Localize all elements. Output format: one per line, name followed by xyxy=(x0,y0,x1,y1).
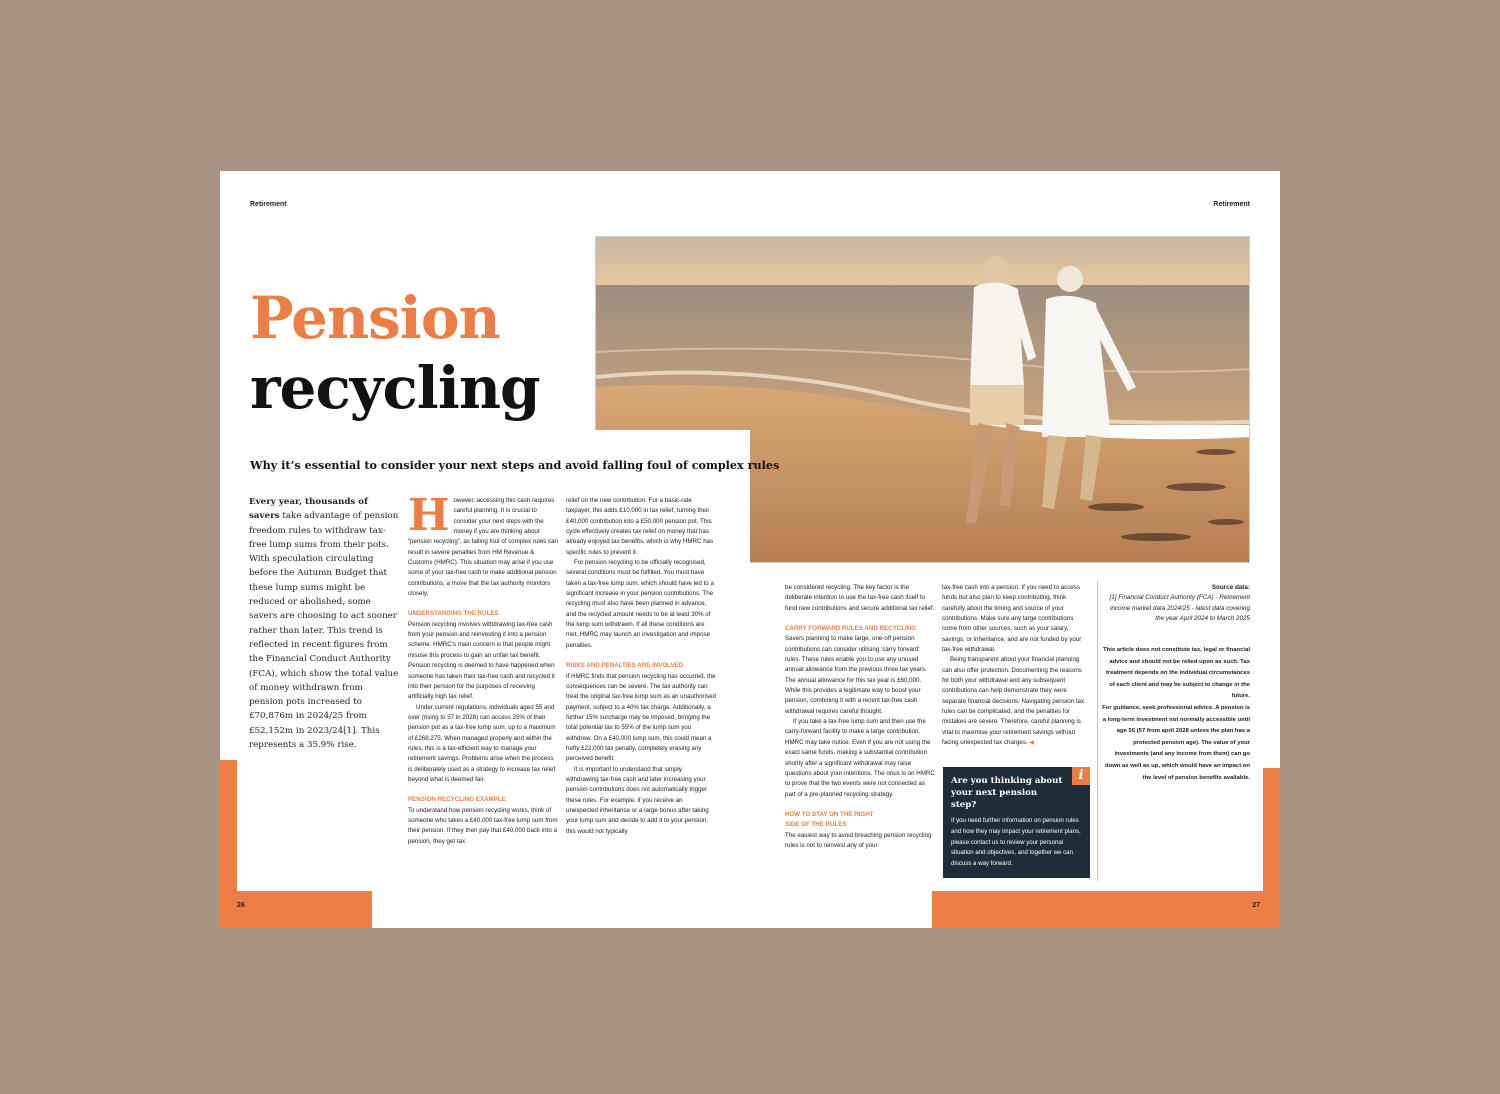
body-column-1 xyxy=(408,490,558,847)
body-paragraph: It is important to understand that simply withdrawing tax-free cash and later increasing your pension contributions does not automatically trigger these rules. For example, if you receive an unexpected inheritance or a large bonus after taking your lump sum and decide to add it to your pension, this would not typically xyxy=(566,765,709,835)
info-box-body: If you need further information on pension rules and how they may impact your retirement plans, please contact us to review your personal situation and objectives, and together we can discuss a way forward. xyxy=(951,817,1081,868)
running-head-right: Retirement xyxy=(1213,201,1250,208)
body-paragraph: relief on the new contribution. For a basic-rate taxpayer, this adds £10,000 in tax relief, turning their £40,000 contribution into a £50,000 pension pot. This cycle effectively creates tax relief on money that has already enjoyed tax benefits, which is why HMRC has specific rules to prevent it. xyxy=(566,497,714,556)
article-standfirst: Why it’s essential to consider your next steps and avoid falling foul of complex rules xyxy=(250,458,780,472)
subheading: UNDERSTANDING THE RULES xyxy=(408,610,499,618)
disclaimer-paragraph-2: For guidance, seek professional advice. A pension is a long-term investment not normally accessible until age 55 (57 from april 2028 unless the plan has a protected pension age). The value of your investments (and any income from them) can go down as well as up, which would have an impact on the level of pension benefits available. xyxy=(1102,704,1250,781)
body-paragraph: tax-free cash into a pension. If you need to access funds but also plan to keep contributing, think carefully about the timing and source of your contributions. Make sure any large contributions come from other sources, such as your salary, savings, or inheritance, and are not funded by your tax-free withdrawal. xyxy=(942,584,1082,654)
body-paragraph: Pension recycling involves withdrawing tax-free cash from your pension and reinvesting it into a pension scheme. HMRC’s main concern is that people might misuse this process to gain an unfair tax benefit. Pension recycling is deemed to have happened when someone has taken their tax-free cash and recycled it into their pension for the purposes of receiving artificially high tax relief. xyxy=(408,620,555,701)
disclaimer xyxy=(1100,645,1250,784)
body-column-3 xyxy=(785,583,935,851)
intro-text: take advantage of pension freedom rules to withdraw tax-free lump sums from their pots. With speculation circulating before the Autumn Budget that these lump sums might be reduced or abolished, some savers are choosing to act sooner rather than later. This trend is reflected in recent figures from the Financial Conduct Authority (FCA), which show the total value of money withdrawn from pension pots increased to £70,876m in 2024/25 from £52,152m in 2023/24[1]. This represents a 35.9% rise. xyxy=(249,511,399,751)
subheading: CARRY FORWARD RULES AND RECYCLING xyxy=(785,625,916,633)
source-note xyxy=(1100,583,1250,625)
subheading xyxy=(785,810,935,831)
disclaimer-paragraph-1: This article does not constitute tax, legal or financial advice and should not be relied upon as such. Tax treatment depends on the individual circumstances of each client and may be subject to change in the future. xyxy=(1103,647,1250,700)
subheading-line-2: SIDE OF THE RULES xyxy=(785,821,847,829)
orange-accent-footer-left xyxy=(220,891,372,928)
drop-cap: H xyxy=(408,490,450,541)
page-number-right: 27 xyxy=(1252,902,1260,909)
body-column-4 xyxy=(942,583,1090,749)
body-paragraph: Under current regulations, individuals aged 55 and over (rising to 57 in 2028) can access 25% of their pension pot as a tax-free lump sum, up to a maximum of £268,275. When managed properly and within the rules, this is a tax-efficient way to manage your retirement savings. Problems arise when the process is deliberately used as a strategy to increase tax relief beyond what is deemed fair. xyxy=(408,703,556,783)
body-paragraph xyxy=(942,655,1090,748)
body-paragraph: If you take a tax-free lump sum and then use the carry-forward facility to make a large contribution, HMRC may take notice. Even if you are not using the exact same funds, making a substantial contribution shortly after a significant withdrawal may raise questions about your intentions. The onus is on HMRC to prove that the two events were not connected as part of a pre-planned recycling strategy. xyxy=(785,718,935,798)
subheading: RISKS AND PENALTIES ARE INVOLVED xyxy=(566,662,684,670)
info-icon: i xyxy=(1072,767,1090,785)
source-body: [1] Financial Conduct Authority (FCA) - Retirement income market data 2024/25 - latest data covering the year April 2024 to March 2025 xyxy=(1109,594,1250,623)
article-title-line-2: recycling xyxy=(250,354,540,422)
running-head-left: Retirement xyxy=(250,201,287,208)
subheading: PENSION RECYCLING EXAMPLE xyxy=(408,796,506,804)
body-paragraph: owever, accessing this cash requires careful planning. It is crucial to consider your next steps with the money if you are thinking about “pension recycling”, as falling foul of complex rules can result in severe penalties from HM Revenue & Customs (HMRC). This situation may arise if you use some of your tax-free cash to make additional pension contributions, a move that the tax authority monitors closely. xyxy=(408,497,558,598)
subheading-line-1: HOW TO STAY ON THE RIGHT xyxy=(785,810,874,818)
body-paragraph: To understand how pension recycling works, think of someone who takes a £40,000 tax-free lump sum from their pension. If they then pay that £40,000 back into a pension, they get tax xyxy=(408,806,558,845)
intro-lead: Every year, thousands of savers xyxy=(249,497,368,522)
info-box-title: Are you thinking about your next pension step? xyxy=(951,776,1063,810)
closing-paragraph-text: Being transparent about your financial planning can also offer protection. Documenting the reasons for both your withdrawal and any subsequent contributions can help demonstrate they were separate financial decisions. Navigating pension tax rules can be complicated, and the penalties for mistakes are severe. Therefore, careful planning is vital to maximise your retirement savings without facing unexpected tax charges. xyxy=(942,656,1085,747)
end-mark-icon: ◀ xyxy=(1029,739,1035,747)
body-paragraph: If HMRC finds that pension recycling has occurred, the consequences can be severe. The tax authority can treat the original tax-free lump sum as an unauthorised payment, subject to a 40% tax charge. Additionally, a further 15% surcharge may be imposed, bringing the total potential tax to 55% of the lump sum you withdrew. On a £40,000 lump sum, this could mean a hefty £22,000 tax penalty, completely erasing any perceived benefit. xyxy=(566,672,716,763)
body-paragraph: be considered recycling. The key factor is the deliberate intention to use the tax-free cash itself to fund new contributions and secure additional tax relief. xyxy=(785,584,935,612)
source-heading: Source data: xyxy=(1211,584,1250,591)
body-paragraph: Savers planning to make large, one-off pension contributions can consider utilising ‘carry forward’ rules. These rules enable you to use any unused annual allowance from the previous three tax years. The annual allowance for this tax year is £60,000. While this provides a legitimate way to boost your pension, combining it with a recent tax-free cash withdrawal requires careful thought. xyxy=(785,635,927,715)
article-title-line-1: Pension xyxy=(250,284,500,352)
body-paragraph: For pension recycling to be officially recognised, several conditions must be fulfilled. You must have taken a tax-free lump sum, which should have led to a significant increase in your pension contributions. The recycling must also have been planned in advance, and the recycled amount needs to be at least 30% of the lump sum withdrawn. If all these conditions are met, HMRC may launch an investigation and impose penalties. xyxy=(566,559,714,649)
orange-accent-block-right xyxy=(1263,768,1280,928)
body-paragraph: The easiest way to avoid breaching pension recycling rules is not to reinvest any of your xyxy=(785,831,932,849)
magazine-spread xyxy=(220,171,1280,928)
intro-paragraph xyxy=(249,495,399,752)
info-box xyxy=(943,767,1090,878)
page-number-left: 26 xyxy=(237,902,245,909)
body-column-2 xyxy=(566,496,716,837)
orange-accent-footer-right xyxy=(932,891,1280,928)
column-divider xyxy=(1097,581,1098,881)
